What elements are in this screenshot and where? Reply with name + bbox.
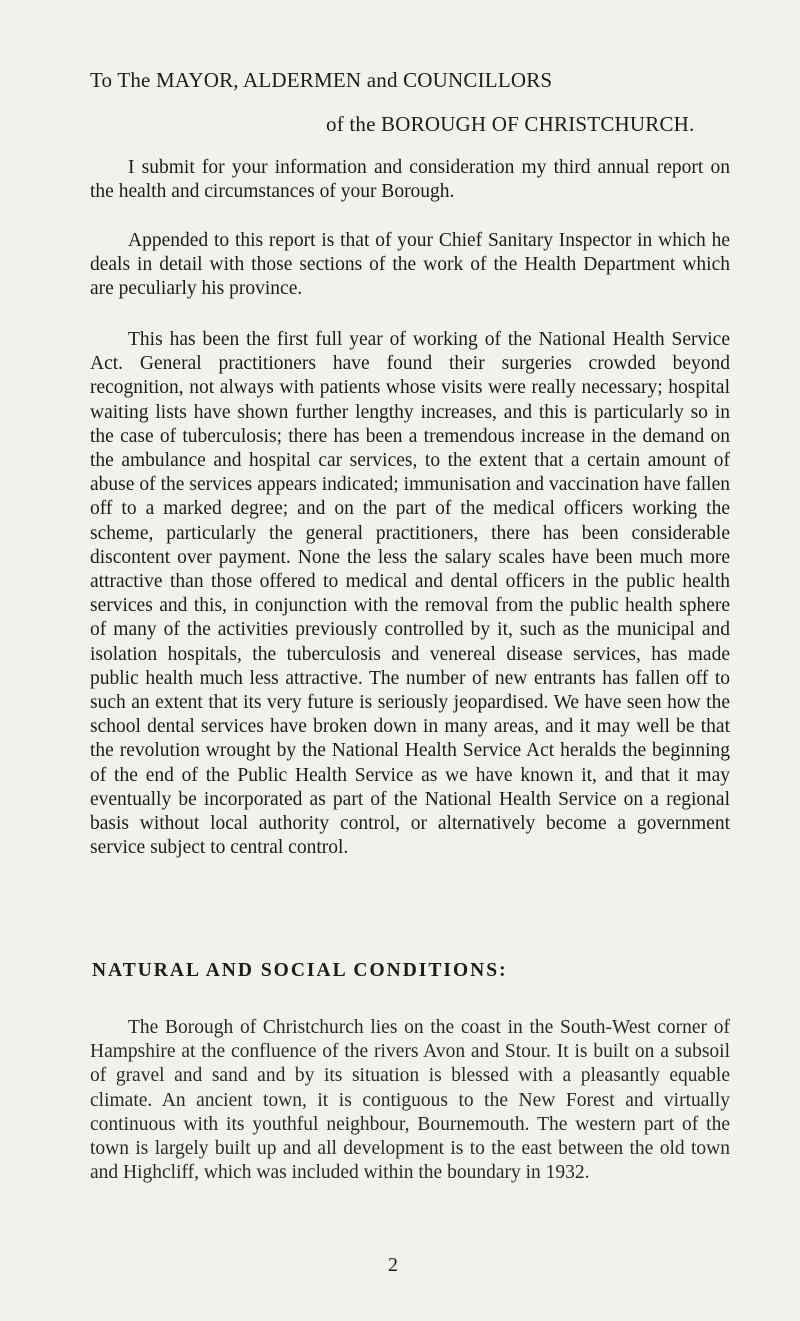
- section-paragraph: The Borough of Christchurch lies on the coast in the South-West corner of Hampshire at the confluence of the rivers Avon and Stour. It is built on a subsoil of gravel and sand and by its situation is blessed with a pleasantly equable climate. An ancient town, it is contiguous to the New Forest and virtually continuous with its youthful neighbour, Bournemouth. The western part of the town is largely built up and all development is to the east between the old town and Highcliff, which was included within the boundary in 1932.: [90, 1017, 730, 1184]
- nhs-act-paragraph: This has been the first full year of working of the National Health Service Act. General practitioners have found their surgeries crowded beyond recognition, not always with patients whose visits were really necessary; hospital waiting lists have shown further lengthy increases, and this is particularly so in the case of tuberculosis; there has been a tremendous increase in the demand on the ambulance and hospital car services, to the extent that a certain amount of abuse of the services appears indicated; immunisation and vaccination have fallen off to a marked degree; and on the part of the medical officers working the scheme, particularly the general practitioners, there has been considerable discontent over payment. None the less the salary scales have been much more attractive than those offered to medical and dental officers in the public health services and this, in conjunction with the removal from the public health sphere of many of the activities previously controlled by it, such as the municipal and isolation hospitals, the tuberculosis and venereal disease services, has made public health much less attractive. The number of new entrants has fallen off to such an extent that its very future is seriously jeopardised. We have seen how the school dental services have broken down in many areas, and it may well be that the revolution wrought by the National Health Service Act heralds the beginning of the end of the Public Health Service as we have known it, and that it may eventually be incorporated as part of the National Health Service on a regional basis without local authority control, or alternatively become a government service subject to central control.: [90, 329, 730, 859]
- page-number: 2: [388, 1254, 398, 1276]
- section-heading: NATURAL AND SOCIAL CONDITIONS:: [92, 960, 508, 981]
- intro-paragraph: I submit for your information and consideration my third annual report on the health and circumstances of your Borough.: [90, 157, 730, 203]
- appendix-paragraph: Appended to this report is that of your Chief Sanitary Inspector in which he deals in detail with those sections of the work of the Health Department which are peculiarly his province.: [90, 230, 730, 300]
- address-line-2: of the BOROUGH OF CHRISTCHURCH.: [326, 112, 695, 136]
- address-line-1: To The MAYOR, ALDERMEN and COUNCILLORS: [90, 68, 553, 92]
